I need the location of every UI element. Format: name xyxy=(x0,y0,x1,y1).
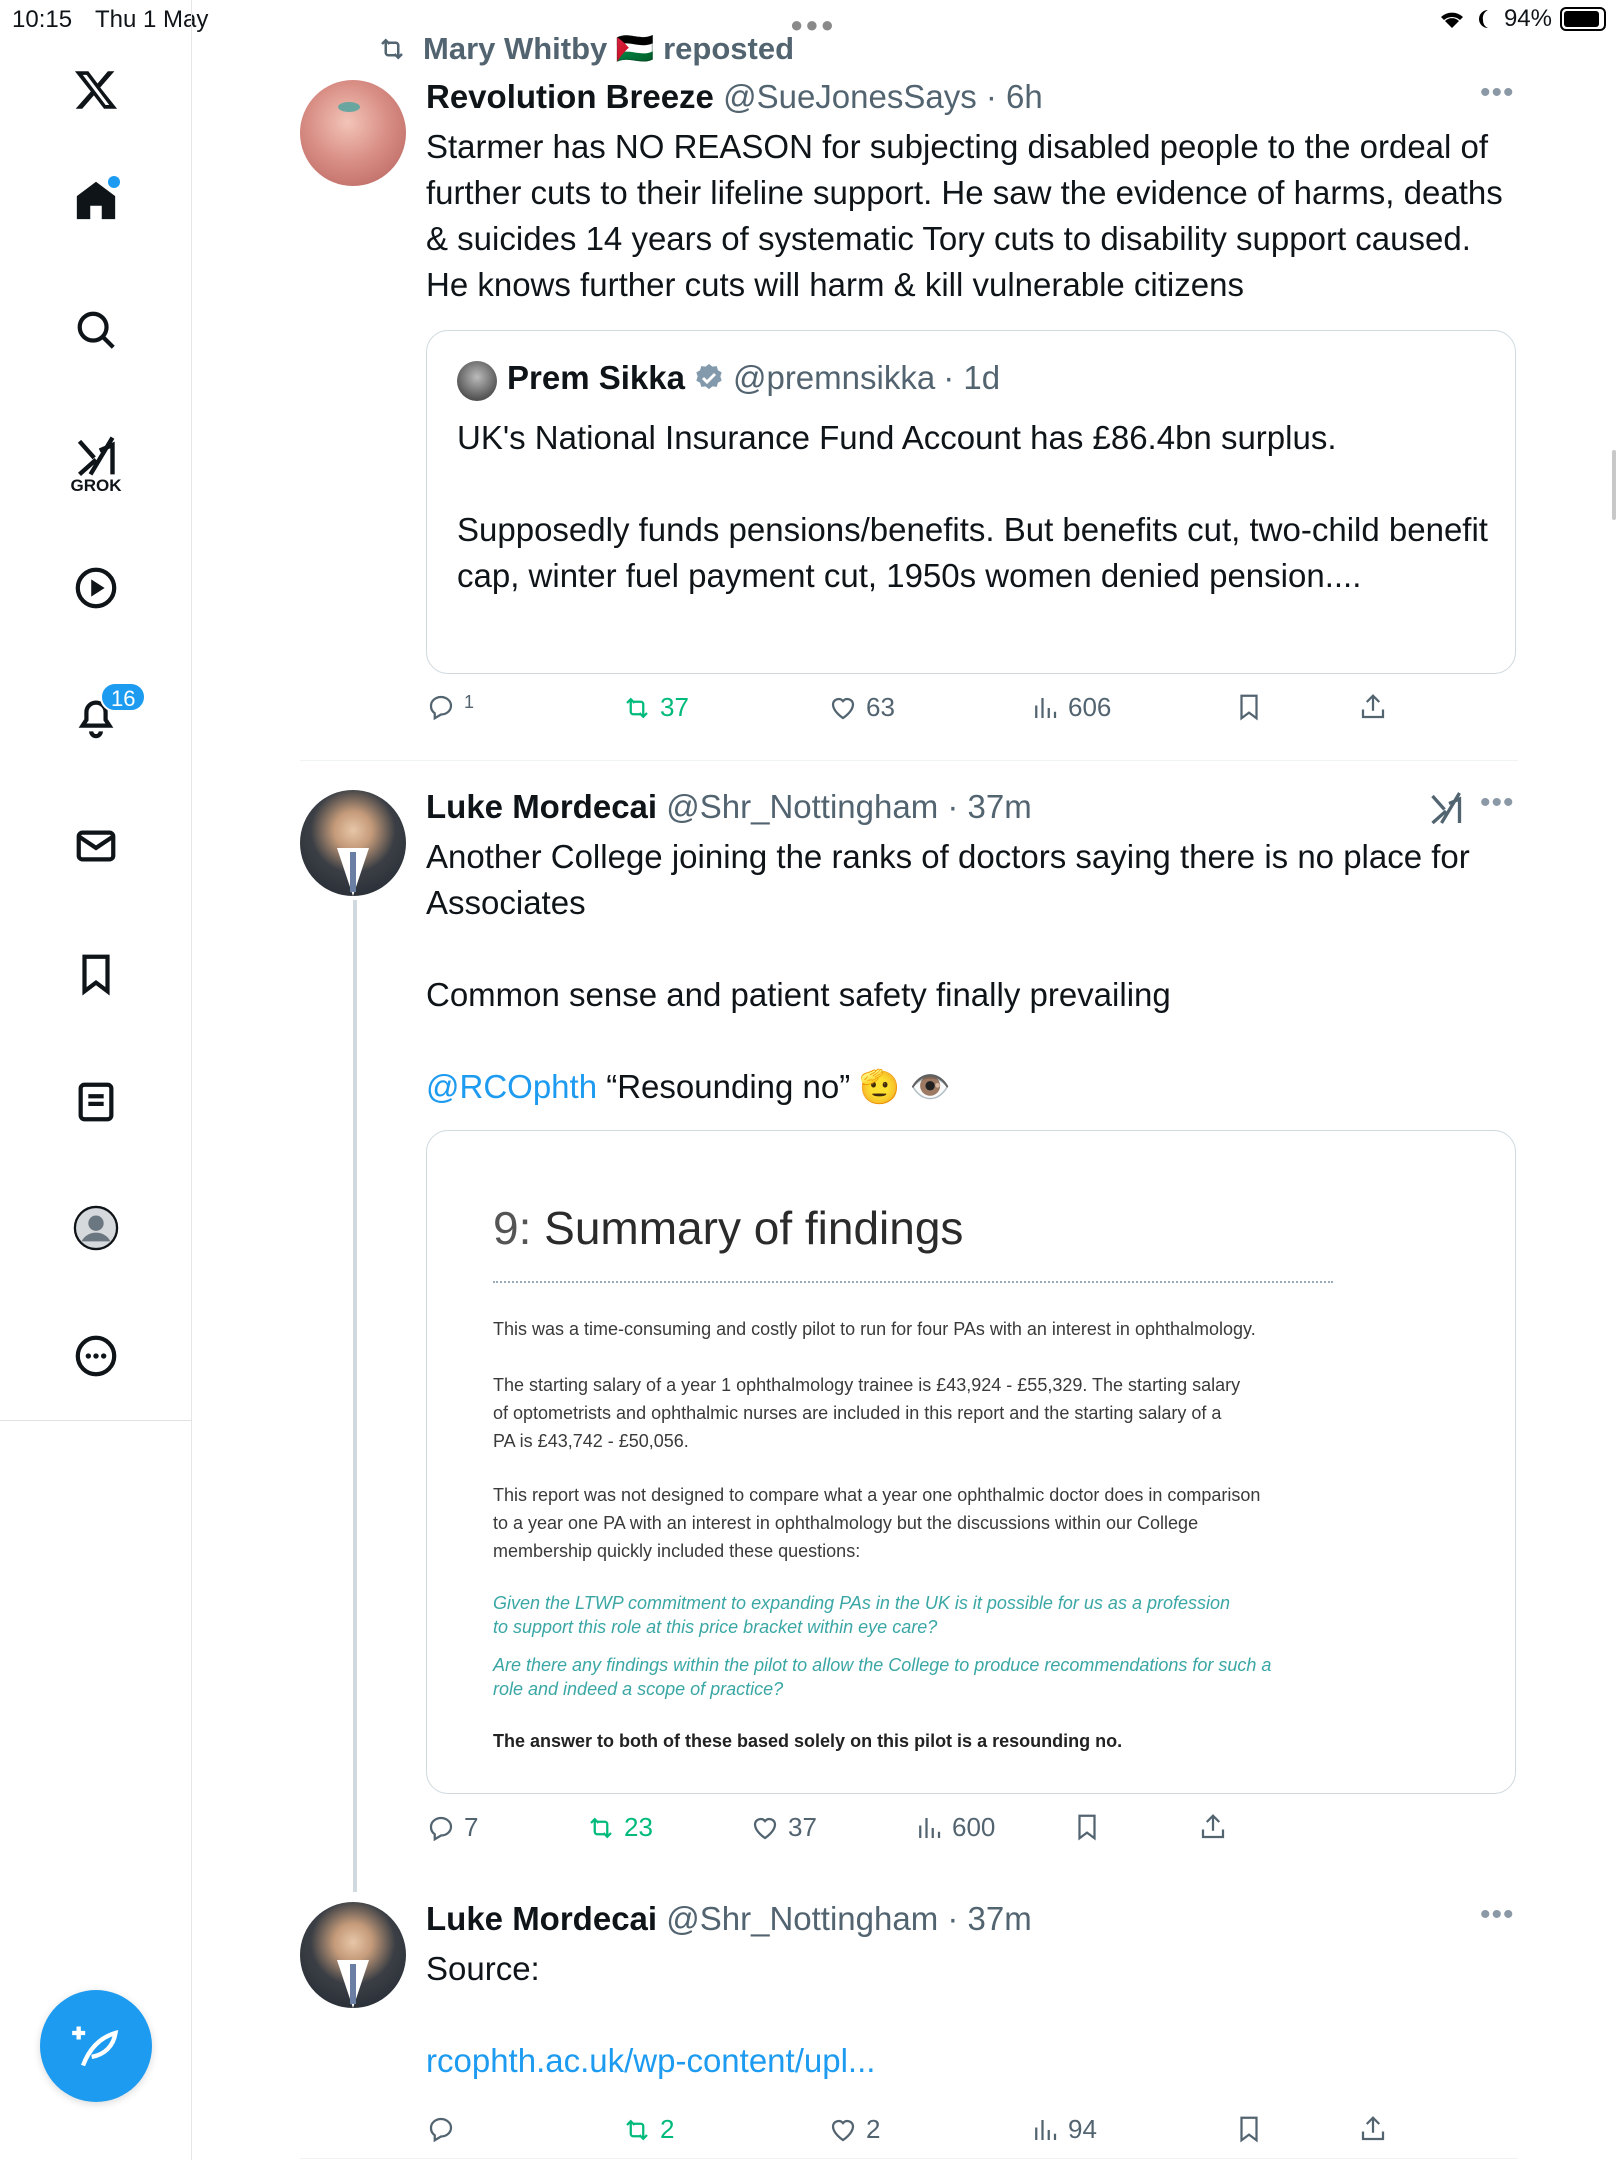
mention-link[interactable]: @RCOphth xyxy=(426,1068,598,1105)
like-button[interactable] xyxy=(828,692,895,723)
nav-grok[interactable] xyxy=(56,420,136,510)
quote-tweet[interactable] xyxy=(426,330,1516,674)
tweet-separator xyxy=(300,760,1518,761)
compose-feather-icon xyxy=(70,2020,122,2072)
battery-icon xyxy=(1560,7,1606,31)
bookmark-icon xyxy=(1234,692,1264,722)
quote-avatar[interactable] xyxy=(457,361,497,401)
tweet-line-3: “Resounding no” 🫡 👁️ xyxy=(606,1068,951,1105)
status-time: 10:15 xyxy=(12,6,73,33)
tweet[interactable] xyxy=(300,76,1518,722)
repost-icon xyxy=(622,2115,652,2145)
tweet-header xyxy=(426,788,1032,826)
heart-icon xyxy=(750,1813,780,1843)
author-name[interactable]: Luke Mordecai xyxy=(426,1900,658,1937)
nav-bookmarks[interactable] xyxy=(56,934,136,1014)
reply-icon xyxy=(426,692,456,722)
tweet[interactable] xyxy=(300,1898,1518,2144)
scrollbar[interactable] xyxy=(1612,450,1616,520)
notifications-badge: 16 xyxy=(100,682,146,712)
avatar[interactable] xyxy=(300,1902,406,2008)
share-icon xyxy=(1358,692,1388,722)
quote-author-handle[interactable]: @premnsikka xyxy=(732,359,936,396)
author-handle[interactable]: @Shr_Nottingham xyxy=(666,788,939,825)
share-button[interactable] xyxy=(1198,1812,1228,1842)
battery-percent: 94% xyxy=(1503,5,1552,32)
more-circle-icon xyxy=(73,1333,119,1379)
more-icon[interactable]: ••• xyxy=(1480,1898,1515,1931)
doc-para-1: This was a time-consuming and costly pilot to run for four PAs with an interest in ophthalmology. xyxy=(493,1319,1256,1339)
multitask-dots[interactable]: ●●● xyxy=(790,12,836,37)
repost-count: 37 xyxy=(660,692,689,722)
bookmark-icon xyxy=(1072,1812,1102,1842)
tweet-line-2: Common sense and patient safety finally prevailing xyxy=(426,976,1171,1013)
reply-icon xyxy=(426,2114,456,2144)
wifi-icon xyxy=(1438,8,1466,30)
list-icon xyxy=(73,1079,119,1125)
quote-line-1: UK's National Insurance Fund Account has £86.4bn surplus. xyxy=(457,419,1337,456)
search-icon xyxy=(73,307,119,353)
status-date: Thu 1 May xyxy=(95,6,209,33)
x-logo-icon[interactable] xyxy=(56,50,136,130)
reply-icon xyxy=(426,1813,456,1843)
repost-button[interactable] xyxy=(622,2114,674,2145)
like-count: 37 xyxy=(788,1812,817,1842)
bookmark-button[interactable] xyxy=(1234,692,1264,722)
doc-heading xyxy=(493,1201,963,1255)
doc-para-3-line: to a year one PA with an interest in ophthalmology but the discussions within our College xyxy=(493,1513,1199,1533)
more-icon[interactable]: ••• xyxy=(1480,786,1515,819)
repost-button[interactable] xyxy=(586,1812,653,1843)
repost-label xyxy=(375,30,794,67)
repost-text: Mary Whitby 🇵🇸 reposted xyxy=(423,31,795,66)
nav-video[interactable] xyxy=(56,548,136,628)
author-name[interactable]: Revolution Breeze xyxy=(426,78,714,115)
quote-text xyxy=(457,415,1497,599)
views-icon xyxy=(1030,2115,1060,2145)
play-icon xyxy=(73,565,119,611)
doc-rule xyxy=(493,1281,1333,1283)
verified-icon xyxy=(693,362,725,394)
doc-title: Summary of findings xyxy=(544,1202,964,1254)
tweet-text xyxy=(426,834,1516,1110)
nav-explore[interactable] xyxy=(56,290,136,370)
views-button[interactable] xyxy=(1030,2114,1097,2145)
heart-icon xyxy=(828,2115,858,2145)
doc-para-3 xyxy=(493,1481,1260,1565)
home-unread-dot xyxy=(108,176,120,188)
share-button[interactable] xyxy=(1358,2114,1388,2144)
author-handle[interactable]: @Shr_Nottingham xyxy=(666,1900,939,1937)
views-button[interactable] xyxy=(1030,692,1111,723)
repost-button[interactable] xyxy=(622,692,689,723)
grok-label: GROK xyxy=(70,476,122,495)
tweet-header xyxy=(426,78,1043,116)
avatar[interactable] xyxy=(300,790,406,896)
doc-para-3-line: This report was not designed to compare what a year one ophthalmic doctor does in comparison xyxy=(493,1485,1261,1505)
author-name[interactable]: Luke Mordecai xyxy=(426,788,658,825)
like-count: 63 xyxy=(866,692,895,722)
views-count: 600 xyxy=(952,1812,996,1842)
bookmark-icon xyxy=(73,951,119,997)
doc-question-2 xyxy=(493,1653,1271,1701)
bookmark-button[interactable] xyxy=(1072,1812,1102,1842)
tweet-time[interactable]: · 6h xyxy=(985,78,1043,115)
tweet-actions xyxy=(426,2114,1426,2164)
repost-icon xyxy=(622,693,652,723)
moon-icon xyxy=(1474,8,1496,30)
nav-lists[interactable] xyxy=(56,1062,136,1142)
bookmark-button[interactable] xyxy=(1234,2114,1264,2144)
doc-para-3-line: membership quickly included these questions: xyxy=(493,1541,861,1561)
views-icon xyxy=(914,1813,944,1843)
avatar[interactable] xyxy=(300,80,406,186)
share-icon xyxy=(1358,2114,1388,2144)
doc-para-2-line: The starting salary of a year 1 ophthalmology trainee is £43,924 - £55,329. The starting salary xyxy=(493,1375,1241,1395)
reply-button[interactable] xyxy=(426,1812,478,1843)
bookmark-icon xyxy=(1234,2114,1264,2144)
tweet-separator xyxy=(300,2158,1518,2159)
reply-count: 7 xyxy=(464,1812,479,1842)
nav-profile[interactable] xyxy=(56,1188,136,1268)
reply-button[interactable] xyxy=(426,2114,456,2144)
repost-count: 2 xyxy=(660,2114,675,2144)
views-count: 606 xyxy=(1068,692,1112,722)
nav-messages[interactable] xyxy=(56,806,136,886)
status-right xyxy=(1438,5,1606,33)
tweet-actions xyxy=(426,1812,1426,1862)
repost-icon xyxy=(375,34,409,64)
nav-notifications[interactable] xyxy=(56,676,136,756)
doc-para-2-line: PA is £43,742 - £50,056. xyxy=(493,1431,689,1451)
quote-time[interactable]: · 1d xyxy=(943,359,1001,396)
more-icon[interactable]: ••• xyxy=(1480,76,1515,109)
views-icon xyxy=(1030,693,1060,723)
envelope-icon xyxy=(73,823,119,869)
doc-question-2-line: role and indeed a scope of practice? xyxy=(493,1679,784,1699)
views-button[interactable] xyxy=(914,1812,995,1843)
tweet-line-1: Source: xyxy=(426,1950,540,1987)
repost-count: 23 xyxy=(624,1812,653,1842)
nav-rail xyxy=(0,0,192,2160)
views-count: 94 xyxy=(1068,2114,1097,2144)
nav-more[interactable] xyxy=(56,1316,136,1396)
doc-question-1-line: Given the LTWP commitment to expanding PAs in the UK is it possible for us as a profession xyxy=(493,1593,1230,1613)
repost-icon xyxy=(586,1813,616,1843)
doc-question-1-line: to support this role at this price bracket within eye care? xyxy=(493,1617,938,1637)
doc-para-2-line: of optometrists and ophthalmic nurses are included in this report and the starting salary of a xyxy=(493,1403,1222,1423)
doc-para-2 xyxy=(493,1371,1240,1455)
doc-section-number: 9: xyxy=(493,1202,532,1254)
like-button[interactable] xyxy=(750,1812,817,1843)
tweet-time[interactable]: · 37m xyxy=(947,1900,1032,1937)
profile-avatar-icon xyxy=(73,1205,119,1251)
attached-image[interactable] xyxy=(426,1130,1516,1794)
doc-question-1 xyxy=(493,1591,1230,1639)
quote-header xyxy=(507,359,1000,397)
share-button[interactable] xyxy=(1358,692,1388,722)
like-count: 2 xyxy=(866,2114,881,2144)
status-bar xyxy=(0,0,1620,40)
source-link[interactable]: rcophth.ac.uk/wp-content/upl... xyxy=(426,2042,876,2079)
author-handle[interactable]: @SueJonesSays xyxy=(723,78,977,115)
quote-author-name[interactable]: Prem Sikka xyxy=(507,359,685,396)
quote-line-2: Supposedly funds pensions/benefits. But benefits cut, two-child benefit cap, winter fuel payment cut, 1950s women denied pension.... xyxy=(457,511,1488,594)
grok-icon xyxy=(74,434,118,478)
compose-button[interactable] xyxy=(40,1990,152,2102)
reply-button[interactable] xyxy=(426,692,474,722)
grok-icon[interactable] xyxy=(1428,790,1464,826)
tweet-actions xyxy=(426,692,1426,742)
rail-divider xyxy=(0,1420,192,1421)
nav-home[interactable] xyxy=(56,160,136,240)
share-icon xyxy=(1198,1812,1228,1842)
tweet[interactable] xyxy=(300,786,1518,1890)
tweet-text xyxy=(426,1946,1516,2084)
tweet-line-1: Another College joining the ranks of doctors saying there is no place for Associates xyxy=(426,838,1470,921)
doc-question-2-line: Are there any findings within the pilot to allow the College to produce recommendations for such a xyxy=(493,1655,1272,1675)
doc-conclusion: The answer to both of these based solely on this pilot is a resounding no. xyxy=(493,1731,1123,1751)
tweet-time[interactable]: · 37m xyxy=(947,788,1032,825)
like-button[interactable] xyxy=(828,2114,880,2145)
heart-icon xyxy=(828,693,858,723)
reply-count: 1 xyxy=(464,691,475,712)
tweet-text: Starmer has NO REASON for subjecting disabled people to the ordeal of further cuts to their lifeline support. He saw the evidence of harms, deaths & suicides 14 years of systematic Tory cuts to disability support caused. He knows further cuts will harm & kill vulnerable citizens xyxy=(426,128,1503,303)
tweet-header xyxy=(426,1900,1032,1938)
